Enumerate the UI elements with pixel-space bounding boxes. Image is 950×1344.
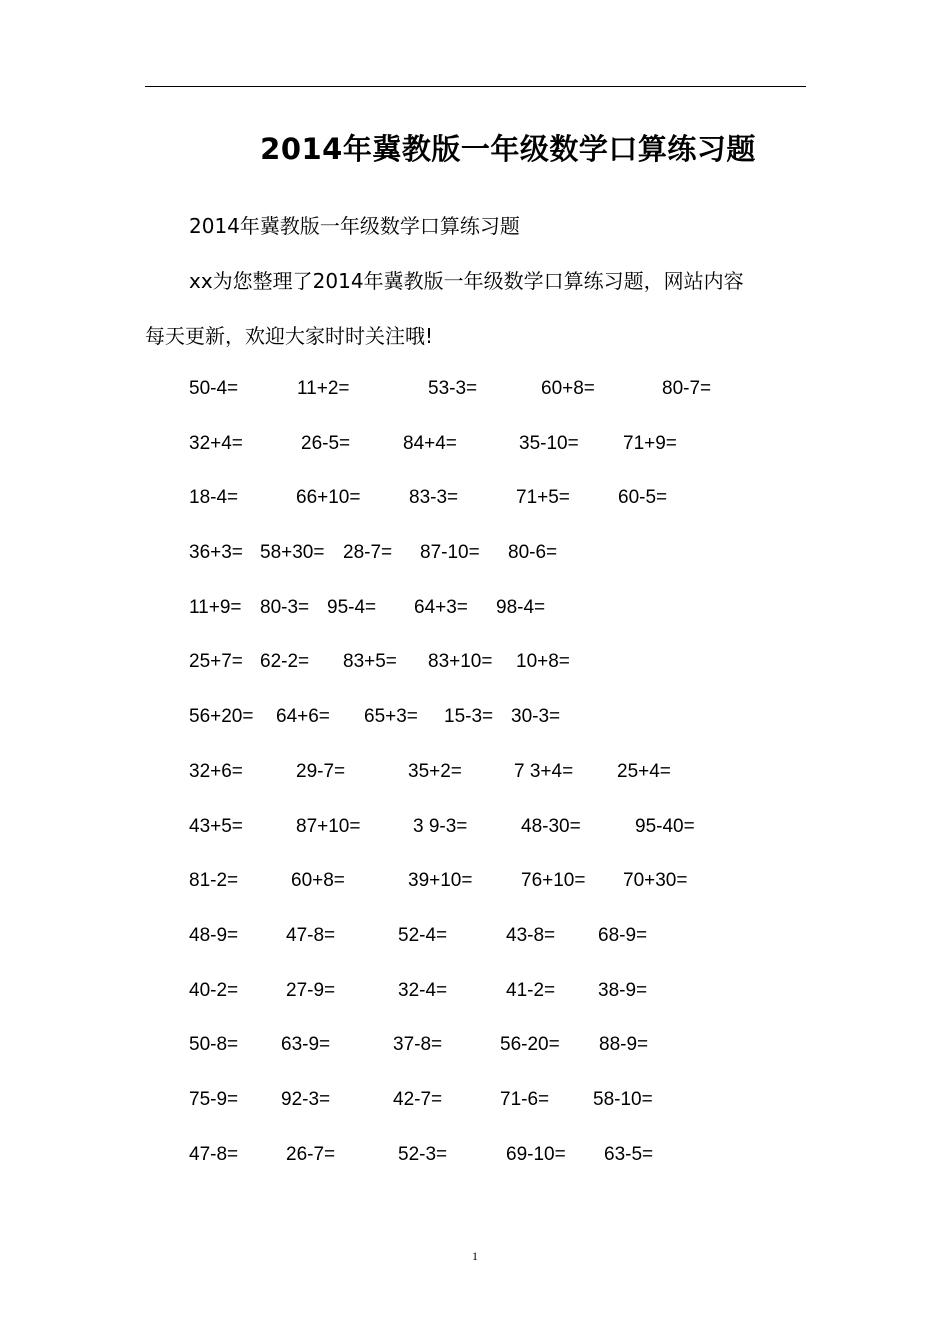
intro-paragraph-line-2: 每天更新，欢迎大家时时关注哦! [145, 324, 434, 348]
page-number: 1 [472, 1249, 478, 1263]
exercise-item: 15-3= [444, 706, 494, 728]
exercise-item: 32+6= [189, 760, 243, 782]
exercise-item: 41-2= [506, 979, 556, 1001]
exercise-item: 58-10= [593, 1088, 653, 1110]
exercise-item: 92-3= [281, 1088, 331, 1110]
exercise-row [0, 483, 950, 538]
exercise-item: 37-8= [393, 1034, 443, 1056]
exercise-row [0, 702, 950, 757]
exercise-item: 26-7= [286, 1143, 336, 1165]
exercise-row [0, 1140, 950, 1195]
exercise-row [0, 593, 950, 648]
exercise-item: 28-7= [343, 542, 393, 564]
exercise-item: 43+5= [189, 815, 243, 837]
exercise-item: 70+30= [623, 870, 688, 892]
exercise-item: 83-3= [409, 487, 459, 509]
exercise-row [0, 538, 950, 593]
exercise-item: 63-5= [604, 1143, 654, 1165]
exercise-item: 80-7= [662, 378, 712, 399]
exercise-item: 48-9= [189, 924, 239, 946]
exercise-row [0, 1030, 950, 1085]
exercise-item: 64+6= [276, 706, 330, 728]
exercise-item: 56-20= [500, 1034, 560, 1056]
exercise-item: 32-4= [398, 979, 448, 1001]
exercise-list [0, 374, 950, 1194]
exercise-item: 50-8= [189, 1034, 239, 1056]
exercise-item: 29-7= [296, 760, 346, 782]
exercise-item: 71+9= [623, 432, 677, 454]
exercise-item: 88-9= [599, 1034, 649, 1056]
exercise-item: 11+2= [297, 378, 350, 399]
exercise-item: 18-4= [189, 487, 239, 509]
intro-line: 2014年冀教版一年级数学口算练习题 [189, 214, 520, 238]
exercise-item: 52-3= [398, 1143, 448, 1165]
exercise-item: 39+10= [408, 870, 473, 892]
exercise-item: 60+8= [541, 378, 595, 399]
exercise-item: 83+5= [343, 651, 397, 673]
exercise-row [0, 429, 950, 484]
exercise-row [0, 812, 950, 867]
exercise-item: 69-10= [506, 1143, 566, 1165]
exercise-item: 7 3+4= [514, 760, 574, 782]
page-title: 2014年冀教版一年级数学口算练习题 [260, 132, 756, 166]
exercise-item: 32+4= [189, 432, 243, 454]
exercise-item: 87-10= [420, 542, 480, 564]
exercise-item: 98-4= [496, 596, 546, 618]
exercise-item: 25+4= [617, 760, 671, 782]
exercise-item: 81-2= [189, 870, 239, 892]
intro-paragraph-line-1: xx为您整理了2014年冀教版一年级数学口算练习题，网站内容 [189, 269, 744, 293]
exercise-item: 87+10= [296, 815, 361, 837]
exercise-item: 52-4= [398, 924, 448, 946]
exercise-item: 43-8= [506, 924, 556, 946]
exercise-item: 66+10= [296, 487, 361, 509]
exercise-item: 60+8= [291, 870, 345, 892]
exercise-item: 71+5= [516, 487, 570, 509]
exercise-item: 62-2= [260, 651, 310, 673]
exercise-row [0, 976, 950, 1031]
exercise-item: 40-2= [189, 979, 239, 1001]
exercise-item: 76+10= [521, 870, 586, 892]
exercise-item: 68-9= [598, 924, 648, 946]
exercise-item: 84+4= [403, 432, 457, 454]
exercise-item: 71-6= [500, 1088, 550, 1110]
exercise-item: 47-8= [189, 1143, 239, 1165]
exercise-item: 56+20= [189, 706, 254, 728]
exercise-item: 48-30= [521, 815, 581, 837]
exercise-row [0, 757, 950, 812]
exercise-item: 83+10= [428, 651, 493, 673]
exercise-item: 25+7= [189, 651, 243, 673]
exercise-item: 42-7= [393, 1088, 443, 1110]
exercise-item: 11+9= [189, 596, 242, 618]
exercise-row [0, 921, 950, 976]
exercise-item: 36+3= [189, 542, 243, 564]
exercise-item: 60-5= [618, 487, 668, 509]
exercise-item: 58+30= [260, 542, 325, 564]
exercise-item: 35+2= [408, 760, 462, 782]
exercise-item: 75-9= [189, 1088, 239, 1110]
exercise-item: 80-3= [260, 596, 310, 618]
exercise-row [0, 374, 950, 429]
exercise-item: 38-9= [598, 979, 648, 1001]
exercise-item: 80-6= [508, 542, 558, 564]
exercise-row [0, 1085, 950, 1140]
exercise-item: 95-40= [635, 815, 695, 837]
header-rule [145, 86, 806, 87]
exercise-item: 53-3= [428, 378, 478, 399]
exercise-item: 30-3= [511, 706, 561, 728]
exercise-item: 63-9= [281, 1034, 331, 1056]
exercise-item: 27-9= [286, 979, 336, 1001]
exercise-row [0, 866, 950, 921]
exercise-item: 3 9-3= [413, 815, 468, 837]
exercise-item: 35-10= [519, 432, 579, 454]
exercise-item: 47-8= [286, 924, 336, 946]
exercise-item: 50-4= [189, 378, 239, 399]
exercise-item: 26-5= [301, 432, 351, 454]
exercise-row [0, 647, 950, 702]
exercise-item: 10+8= [516, 651, 570, 673]
exercise-item: 65+3= [364, 706, 418, 728]
exercise-item: 95-4= [327, 596, 377, 618]
exercise-item: 64+3= [414, 596, 468, 618]
